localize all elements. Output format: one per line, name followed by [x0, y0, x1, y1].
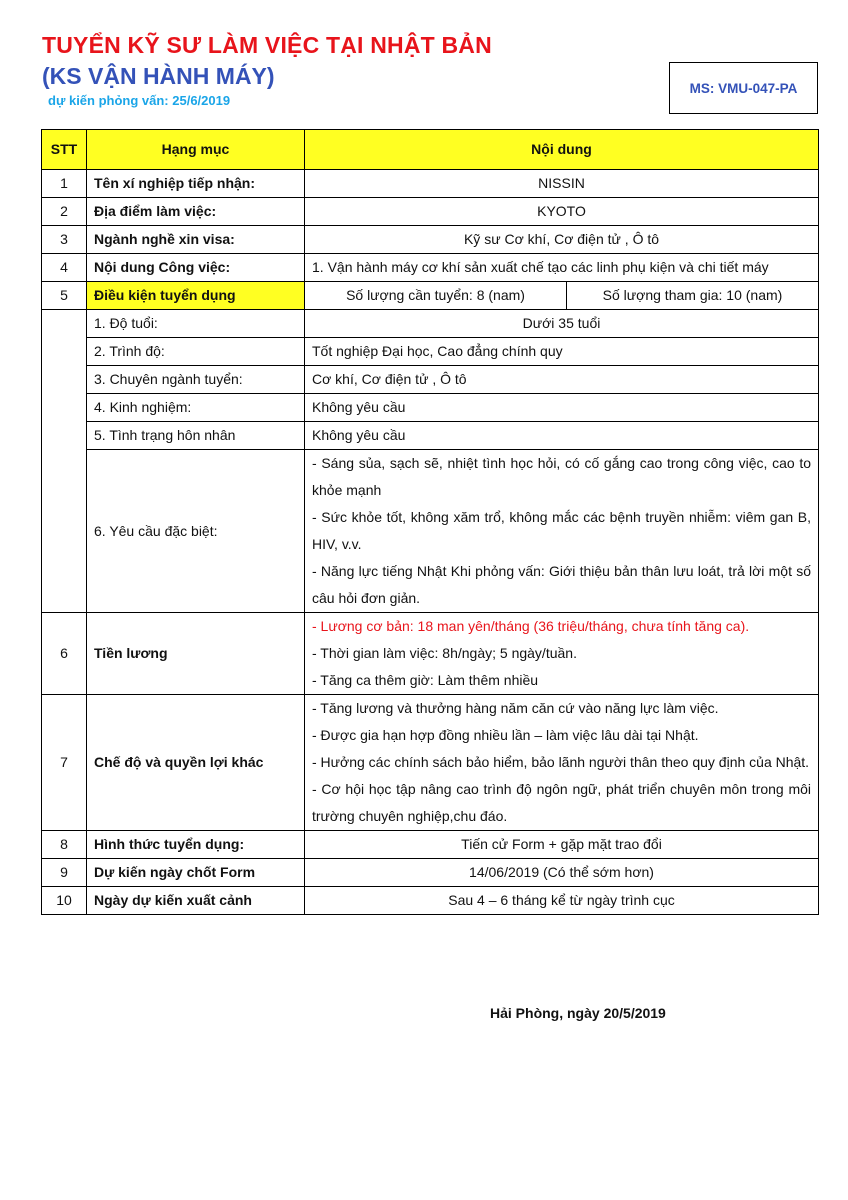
row-value: KYOTO: [305, 198, 819, 226]
sub-value: Không yêu cầu: [305, 422, 819, 450]
row-value: NISSIN: [305, 170, 819, 198]
table-row: [42, 310, 819, 338]
special-requirements: [305, 450, 819, 613]
row-category: Dự kiến ngày chốt Form: [87, 859, 305, 887]
row-category: Địa điểm làm việc:: [87, 198, 305, 226]
row-stt: 9: [42, 859, 87, 887]
table-row: [42, 198, 819, 226]
row-value-participants: Số lượng tham gia: 10 (nam): [567, 282, 819, 310]
sub-value: Cơ khí, Cơ điện tử , Ô tô: [305, 366, 819, 394]
row-stt: 2: [42, 198, 87, 226]
row-stt: 5: [42, 282, 87, 310]
table-row: [42, 695, 819, 831]
job-code: MS: VMU-047-PA: [689, 80, 798, 96]
sub-label: 6. Yêu cầu đặc biệt:: [87, 450, 305, 613]
row-category: Hình thức tuyển dụng:: [87, 831, 305, 859]
table-row: [42, 366, 819, 394]
row-category: Ngày dự kiến xuất cảnh: [87, 887, 305, 915]
row-stt: 1: [42, 170, 87, 198]
row-category: Ngành nghề xin visa:: [87, 226, 305, 254]
salary-line: - Tăng ca thêm giờ: Làm thêm nhiều: [312, 672, 539, 688]
salary-details: [305, 613, 819, 695]
table-row: [42, 394, 819, 422]
benefit-line: - Được gia hạn hợp đồng nhiều lần – làm việc lâu dài tại Nhật.: [312, 727, 699, 743]
row-value-needed: Số lượng cần tuyển: 8 (nam): [305, 282, 567, 310]
row-value: 1. Vận hành máy cơ khí sản xuất chế tạo các linh phụ kiện và chi tiết máy: [305, 254, 819, 282]
sub-label: 1. Độ tuổi:: [87, 310, 305, 338]
table-row: [42, 831, 819, 859]
salary-line: - Thời gian làm việc: 8h/ngày; 5 ngày/tuần.: [312, 645, 577, 661]
benefits-details: [305, 695, 819, 831]
special-line: - Sáng sủa, sạch sẽ, nhiệt tình học hỏi, có cố gắng cao trong công việc, cao to khỏe mạnh: [312, 455, 811, 498]
special-line: - Sức khỏe tốt, không xăm trổ, không mắc các bệnh truyền nhiễm: viêm gan B, HIV, v.v.: [312, 509, 811, 552]
row-value: 14/06/2019 (Có thể sớm hơn): [305, 859, 819, 887]
row-stt: 7: [42, 695, 87, 831]
table-row: [42, 254, 819, 282]
table-header-row: [42, 130, 819, 170]
document-title: TUYỂN KỸ SƯ LÀM VIỆC TẠI NHẬT BẢN: [42, 32, 492, 58]
row-stt-empty: [42, 310, 87, 613]
table-row: [42, 887, 819, 915]
row-stt: 6: [42, 613, 87, 695]
row-stt: 10: [42, 887, 87, 915]
row-category: Tiền lương: [87, 613, 305, 695]
benefit-line: - Tăng lương và thưởng hàng năm căn cứ vào năng lực làm việc.: [312, 700, 719, 716]
benefit-line: - Hưởng các chính sách bảo hiểm, bảo lãnh người thân theo quy định của Nhật.: [312, 754, 810, 770]
header-stt: STT: [42, 130, 87, 170]
sub-label: 2. Trình độ:: [87, 338, 305, 366]
header-category: Hạng mục: [87, 130, 305, 170]
sub-label: 5. Tình trạng hôn nhân: [87, 422, 305, 450]
table-row: [42, 226, 819, 254]
row-value: Kỹ sư Cơ khí, Cơ điện tử , Ô tô: [305, 226, 819, 254]
job-table: [41, 129, 819, 915]
table-row: [42, 170, 819, 198]
table-row: [42, 859, 819, 887]
table-row: [42, 338, 819, 366]
row-stt: 3: [42, 226, 87, 254]
document-subtitle: (KS VẬN HÀNH MÁY): [42, 63, 275, 89]
job-code-box: [669, 62, 818, 114]
table-row: [42, 613, 819, 695]
row-stt: 4: [42, 254, 87, 282]
table-row: [42, 282, 819, 310]
header-content: Nội dung: [305, 130, 819, 170]
sub-value: Tốt nghiệp Đại học, Cao đẳng chính quy: [305, 338, 819, 366]
row-stt: 8: [42, 831, 87, 859]
row-value: Tiến cử Form + gặp mặt trao đổi: [305, 831, 819, 859]
salary-line-base: - Lương cơ bản: 18 man yên/tháng (36 triệu/tháng, chưa tính tăng ca).: [312, 618, 750, 634]
sub-label: 3. Chuyên ngành tuyển:: [87, 366, 305, 394]
row-category: Chế độ và quyền lợi khác: [87, 695, 305, 831]
interview-date: dự kiến phỏng vấn: 25/6/2019: [48, 93, 231, 108]
sub-label: 4. Kinh nghiệm:: [87, 394, 305, 422]
sub-value: Không yêu cầu: [305, 394, 819, 422]
special-line: - Năng lực tiếng Nhật Khi phỏng vấn: Giới thiệu bản thân lưu loát, trả lời một số câu hỏi đơn giản.: [312, 563, 811, 606]
place-and-date: Hải Phòng, ngày 20/5/2019: [490, 1005, 666, 1021]
benefit-line: - Cơ hội học tập nâng cao trình độ ngôn ngữ, phát triển chuyên môn trong môi trường chuyên nghiệp,chu đáo.: [312, 781, 811, 824]
row-category: Tên xí nghiệp tiếp nhận:: [87, 170, 305, 198]
table-row: [42, 422, 819, 450]
row-value: Sau 4 – 6 tháng kể từ ngày trình cục: [305, 887, 819, 915]
table-row: [42, 450, 819, 613]
row-category: Nội dung Công việc:: [87, 254, 305, 282]
row-category: Điều kiện tuyển dụng: [87, 282, 305, 310]
sub-value: Dưới 35 tuổi: [305, 310, 819, 338]
